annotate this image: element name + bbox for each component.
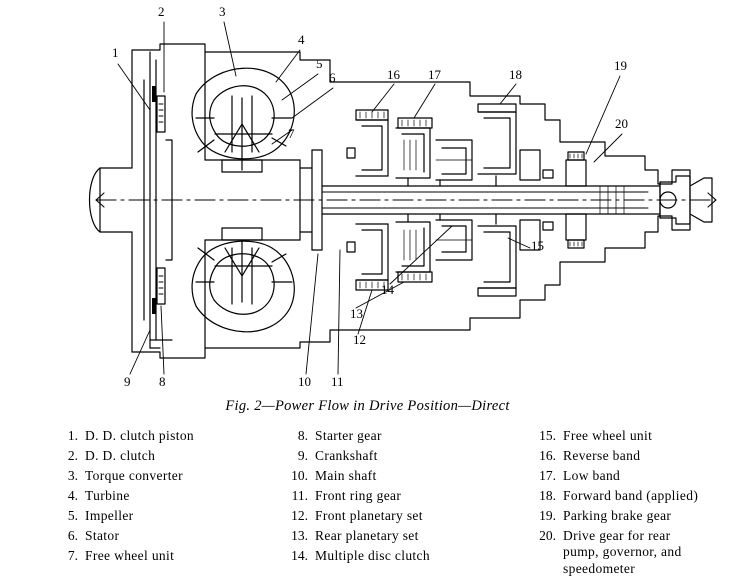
callout-12: 12 — [353, 332, 366, 347]
legend-number: 19. — [539, 507, 556, 523]
legend-number: 17. — [539, 467, 556, 483]
legend-number: 8. — [297, 428, 308, 443]
legend-label: Front planetary set — [315, 507, 423, 523]
legend-number: 20. — [539, 527, 556, 543]
legend-item — [282, 528, 530, 544]
legend-label: Free wheel unit — [563, 428, 653, 443]
legend-label: Turbine — [85, 487, 130, 503]
legend-number: 13. — [291, 527, 308, 543]
legend-number: 3. — [67, 467, 78, 483]
legend-label: Crankshaft — [315, 447, 378, 463]
callout-3: 3 — [219, 4, 226, 19]
legend-number: 1. — [67, 428, 78, 443]
legend-item — [52, 508, 282, 524]
callout-15: 15 — [531, 238, 544, 253]
legend-label-line3: speedometer — [563, 560, 636, 576]
callout-11: 11 — [331, 374, 344, 389]
legend-column-3 — [530, 428, 712, 581]
legend-item — [52, 548, 282, 564]
legend-label: Reverse band — [563, 447, 641, 463]
legend-number: 16. — [539, 447, 556, 463]
legend-item — [530, 448, 712, 464]
callout-10: 10 — [298, 374, 311, 389]
legend-item — [52, 428, 282, 444]
legend-item — [282, 448, 530, 464]
legend — [52, 428, 712, 581]
legend-column-2 — [282, 428, 530, 581]
legend-label: Rear planetary set — [315, 527, 419, 543]
legend-item — [282, 488, 530, 504]
legend-item — [52, 468, 282, 484]
legend-number: 10. — [291, 467, 308, 483]
legend-label-line1: Drive gear for rear — [563, 527, 671, 543]
legend-number: 18. — [539, 487, 556, 503]
legend-number: 14. — [291, 547, 308, 563]
legend-number: 11. — [291, 487, 308, 503]
callout-19: 19 — [614, 58, 627, 73]
legend-number: 15. — [539, 428, 556, 443]
callout-16: 16 — [387, 67, 400, 82]
legend-item — [52, 528, 282, 544]
callout-14: 14 — [381, 282, 394, 297]
callout-18: 18 — [509, 67, 522, 82]
callout-2: 2 — [158, 4, 165, 19]
legend-number: 5. — [67, 507, 78, 523]
legend-label — [563, 528, 682, 577]
callout-17: 17 — [428, 67, 441, 82]
legend-number: 9. — [297, 447, 308, 463]
callout-8: 8 — [159, 374, 166, 389]
legend-label: Low band — [563, 467, 621, 483]
legend-item — [530, 468, 712, 484]
legend-label: Forward band (applied) — [563, 487, 699, 503]
legend-label: Front ring gear — [315, 487, 402, 503]
callout-9: 9 — [124, 374, 131, 389]
legend-item — [282, 548, 530, 564]
legend-label: Torque converter — [85, 467, 183, 483]
callout-20: 20 — [615, 116, 628, 131]
callout-5: 5 — [316, 56, 323, 71]
legend-item — [282, 468, 530, 484]
legend-number: 12. — [291, 507, 308, 523]
legend-item — [282, 428, 530, 444]
callout-4: 4 — [298, 32, 305, 47]
legend-column-1 — [52, 428, 282, 581]
legend-label: D. D. clutch — [85, 447, 156, 463]
legend-number: 4. — [67, 487, 78, 503]
callout-13: 13 — [350, 306, 363, 321]
legend-number: 7. — [67, 547, 78, 563]
legend-label-line2: pump, governor, and — [563, 544, 682, 560]
legend-label: Multiple disc clutch — [315, 547, 430, 563]
legend-label: Parking brake gear — [563, 507, 672, 523]
callout-7: 7 — [288, 126, 295, 141]
callout-6: 6 — [329, 70, 336, 85]
legend-item — [530, 428, 712, 444]
callout-1: 1 — [112, 45, 119, 60]
legend-item — [52, 448, 282, 464]
legend-item — [530, 528, 712, 577]
legend-label: Main shaft — [315, 467, 377, 483]
legend-item — [530, 508, 712, 524]
legend-label: Stator — [85, 527, 120, 543]
legend-label: D. D. clutch piston — [85, 428, 195, 443]
figure-caption: Fig. 2—Power Flow in Drive Position—Direct — [225, 398, 510, 414]
legend-label: Impeller — [85, 507, 134, 523]
legend-label: Starter gear — [315, 428, 382, 443]
legend-number: 2. — [67, 447, 78, 463]
legend-label: Free wheel unit — [85, 547, 175, 563]
legend-item — [530, 488, 712, 504]
legend-item — [52, 488, 282, 504]
legend-item — [282, 508, 530, 524]
legend-number: 6. — [67, 527, 78, 543]
